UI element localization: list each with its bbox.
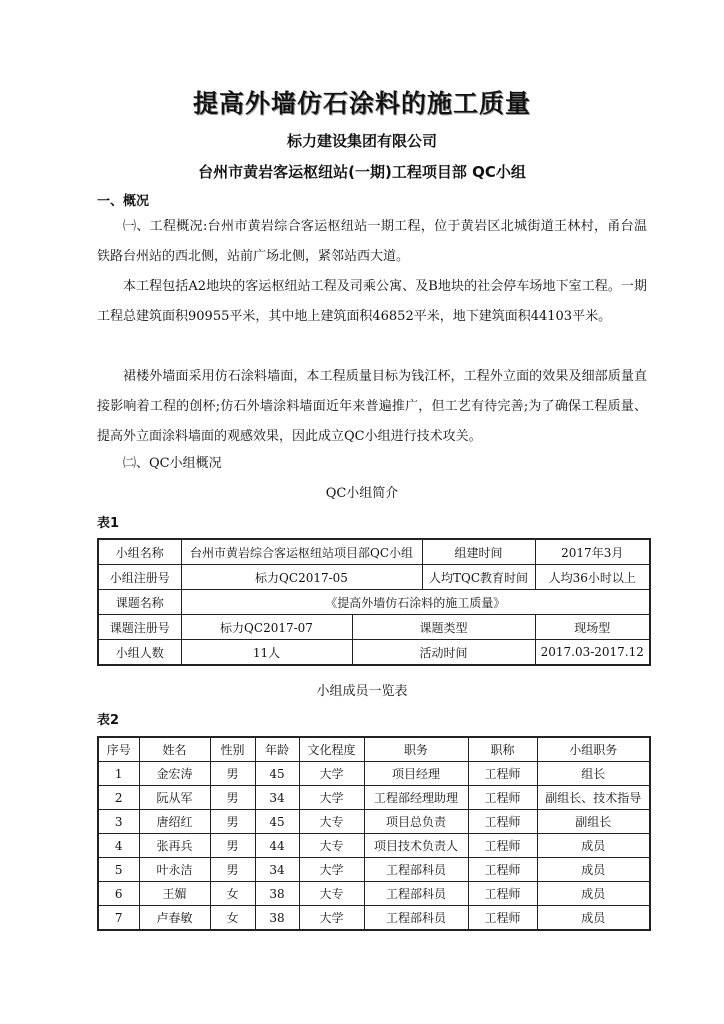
table-cell: 现场型	[535, 615, 650, 640]
table-row	[98, 590, 650, 615]
column-header: 姓名	[139, 737, 210, 762]
table-cell: 小组人数	[98, 640, 181, 666]
table-cell: 成员	[537, 906, 650, 931]
table-cell: 成员	[537, 858, 650, 882]
table-cell: 《提高外墙仿石涂料的施工质量》	[181, 590, 650, 615]
table-cell: 王媚	[139, 882, 210, 906]
table-cell: 大学	[299, 786, 364, 810]
table-row	[98, 640, 650, 666]
table-cell: 工程师	[468, 858, 537, 882]
paragraph-text: 裙楼外墙面采用仿石涂料墙面，本工程质量目标为钱江杯，工程外立面的效果及细部质量直接影响着工程的创杯;仿石外墙涂料墙面近年来普遍推广，但工艺有待完善;为了确保工程质量、提高外立面涂料墙面的观感效果，因此成立QC小组进行技术攻关。	[97, 369, 647, 444]
table-row	[98, 810, 650, 834]
table-cell: 7	[98, 906, 139, 931]
table-cell: 工程师	[468, 810, 537, 834]
table-cell: 1	[98, 762, 139, 786]
table-cell: 成员	[537, 882, 650, 906]
table-cell: 大学	[299, 762, 364, 786]
table-cell: 卢春敏	[139, 906, 210, 931]
table-cell: 男	[210, 762, 255, 786]
table-row	[98, 539, 650, 565]
table-cell: 人均36小时以上	[535, 565, 650, 590]
table-cell: 女	[210, 882, 255, 906]
table-cell: 成员	[537, 834, 650, 858]
qc-group-intro-table	[97, 538, 651, 666]
table-row	[98, 565, 650, 590]
table-cell: 男	[210, 786, 255, 810]
paragraph-text: 本工程包括A2地块的客运枢纽站工程及司乘公寓、及B地块的社会停车场地下室工程。一期工程总建筑面积90955平米，其中地上建筑面积46852平米，地下建筑面积44103平米。	[97, 279, 647, 324]
table-cell: 工程师	[468, 882, 537, 906]
column-header: 性别	[210, 737, 255, 762]
table-cell: 工程部科员	[364, 858, 468, 882]
table-cell: 工程师	[468, 834, 537, 858]
table-cell: 工程师	[468, 906, 537, 931]
table-cell: 组建时间	[422, 539, 535, 565]
table-cell: 5	[98, 858, 139, 882]
table-cell: 组长	[537, 762, 650, 786]
table-cell: 6	[98, 882, 139, 906]
table-row	[98, 786, 650, 810]
column-header: 职务	[364, 737, 468, 762]
table-cell: 副组长	[537, 810, 650, 834]
table-cell: 45	[255, 810, 299, 834]
table-cell: 大专	[299, 834, 364, 858]
table-cell: 男	[210, 858, 255, 882]
column-header: 小组职务	[537, 737, 650, 762]
table-cell: 课题名称	[98, 590, 181, 615]
column-header: 职称	[468, 737, 537, 762]
table-cell: 11人	[181, 640, 352, 666]
table-row	[98, 882, 650, 906]
sub-heading-qc-group: ㈡、QC小组概况	[123, 456, 222, 471]
table-cell: 女	[210, 906, 255, 931]
table-cell: 副组长、技术指导	[537, 786, 650, 810]
table-cell: 45	[255, 762, 299, 786]
table-cell: 大学	[299, 858, 364, 882]
table-row	[98, 834, 650, 858]
table-cell: 工程师	[468, 762, 537, 786]
table-header-row	[98, 737, 650, 762]
table1-label: 表1	[97, 516, 120, 531]
table-cell: 男	[210, 834, 255, 858]
table-cell: 项目经理	[364, 762, 468, 786]
table-row	[98, 906, 650, 931]
table-cell: 大专	[299, 882, 364, 906]
table-cell: 项目技术负责人	[364, 834, 468, 858]
table-row	[98, 762, 650, 786]
column-header: 序号	[98, 737, 139, 762]
table-cell: 34	[255, 786, 299, 810]
company-name: 标力建设集团有限公司	[286, 132, 437, 150]
column-header: 年龄	[255, 737, 299, 762]
table-cell: 小组名称	[98, 539, 181, 565]
table-cell: 人均TQC教育时间	[422, 565, 535, 590]
table-cell: 38	[255, 906, 299, 931]
table-cell: 活动时间	[352, 640, 535, 666]
table-cell: 标力QC2017-05	[181, 565, 422, 590]
table-cell: 2017.03-2017.12	[535, 640, 650, 666]
paragraph-project-scope	[97, 272, 647, 332]
table-cell: 阮从军	[139, 786, 210, 810]
table-cell: 44	[255, 834, 299, 858]
table-cell: 唐绍红	[139, 810, 210, 834]
table1-caption: QC小组简介	[325, 486, 399, 501]
table-cell: 工程部科员	[364, 906, 468, 931]
table-row	[98, 858, 650, 882]
table-cell: 叶永洁	[139, 858, 210, 882]
table-row	[98, 615, 650, 640]
table-cell: 2	[98, 786, 139, 810]
table-cell: 课题类型	[352, 615, 535, 640]
paragraph-project-goal	[97, 362, 647, 452]
table-cell: 金宏涛	[139, 762, 210, 786]
table-cell: 2017年3月	[535, 539, 650, 565]
project-name: 台州市黄岩客运枢纽站(一期)工程项目部 QC小组	[198, 163, 526, 181]
table-cell: 工程部经理助理	[364, 786, 468, 810]
table-cell: 男	[210, 810, 255, 834]
table-cell: 34	[255, 858, 299, 882]
table2-caption: 小组成员一览表	[316, 684, 408, 699]
table-cell: 台州市黄岩综合客运枢纽站项目部QC小组	[181, 539, 422, 565]
table2-label: 表2	[97, 713, 120, 728]
table-cell: 大专	[299, 810, 364, 834]
table-cell: 小组注册号	[98, 565, 181, 590]
table-cell: 大学	[299, 906, 364, 931]
table-cell: 标力QC2017-07	[181, 615, 352, 640]
table-cell: 4	[98, 834, 139, 858]
column-header: 文化程度	[299, 737, 364, 762]
section-heading-overview: 一、概况	[97, 194, 150, 209]
table-cell: 张再兵	[139, 834, 210, 858]
table-cell: 工程部科员	[364, 882, 468, 906]
table-cell: 38	[255, 882, 299, 906]
table-cell: 项目总负责	[364, 810, 468, 834]
document-title: 提高外墙仿石涂料的施工质量	[192, 89, 531, 118]
table-cell: 工程师	[468, 786, 537, 810]
table-cell: 课题注册号	[98, 615, 181, 640]
paragraph-project-overview	[97, 212, 647, 272]
paragraph-text: ㈠、工程概况:台州市黄岩综合客运枢纽站一期工程，位于黄岩区北城街道王林村，甬台温铁路台州站的西北侧，站前广场北侧，紧邻站西大道。	[97, 219, 647, 264]
table-cell: 3	[98, 810, 139, 834]
group-members-table	[97, 736, 651, 931]
